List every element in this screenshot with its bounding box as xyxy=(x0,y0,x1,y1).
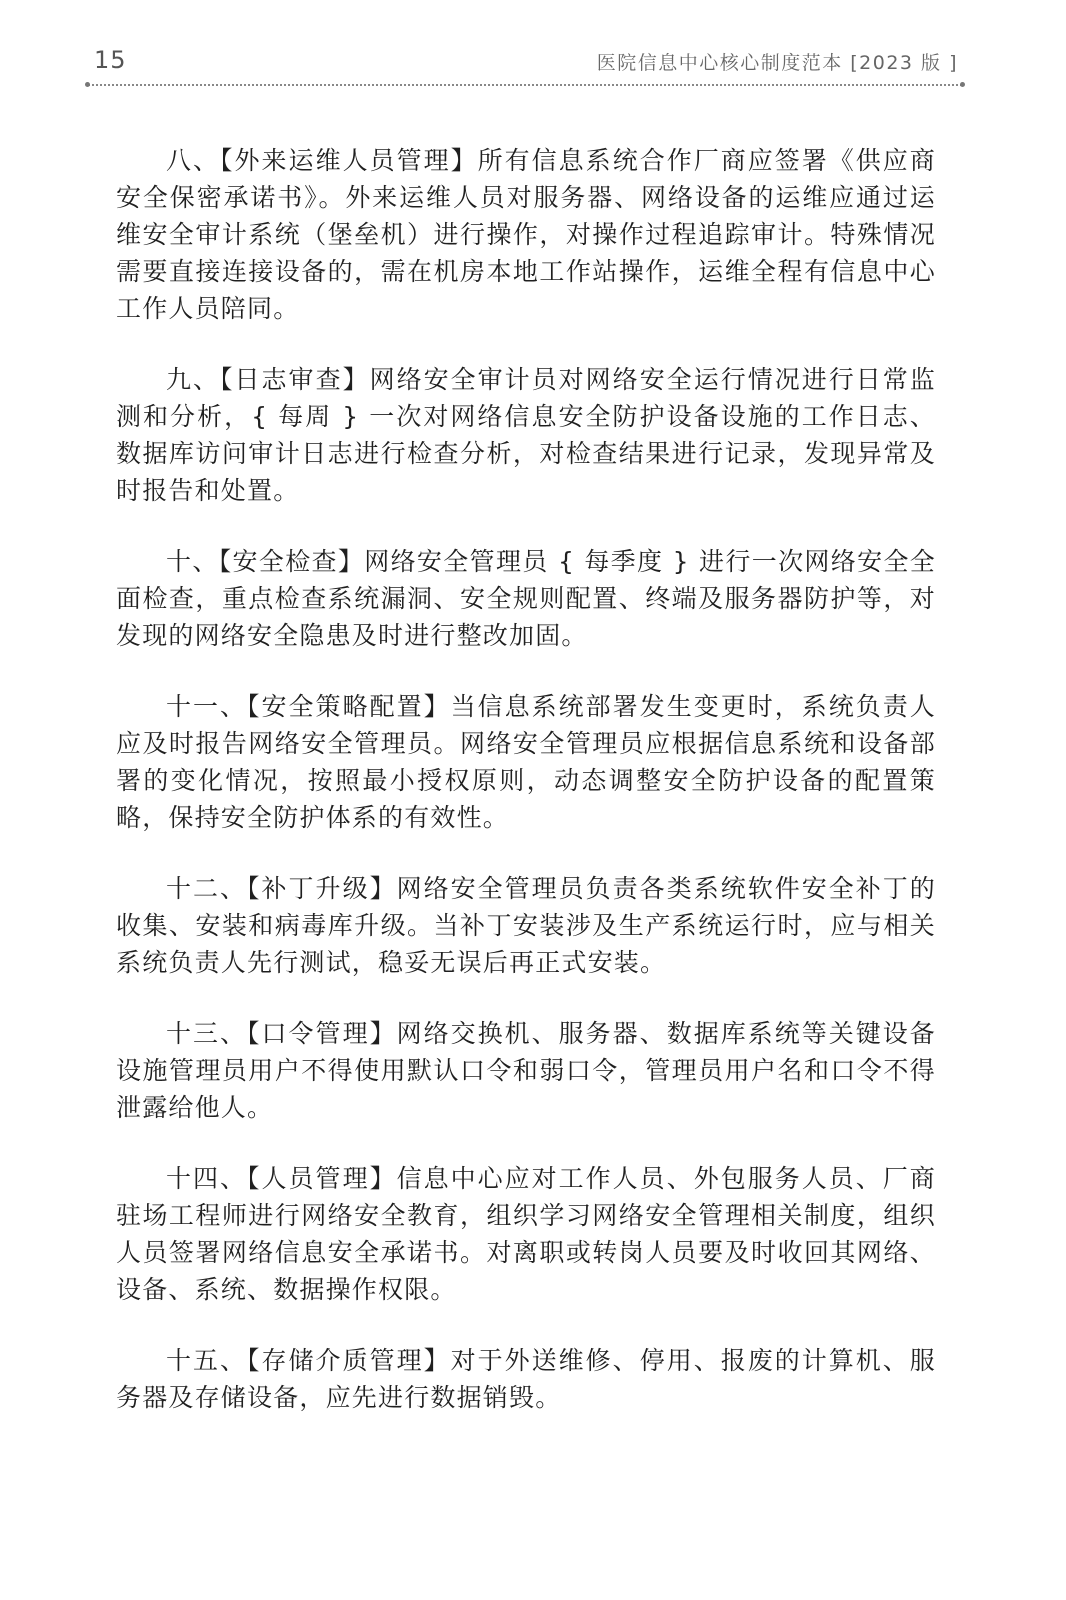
clause-heading: 【人员管理】 xyxy=(247,1164,397,1193)
clause-heading: 【日志审查】 xyxy=(220,365,370,394)
clause-heading: 【安全检查】 xyxy=(218,547,365,576)
clause-number: 十二、 xyxy=(166,874,248,903)
clause-text: 网络安全管理员 { 每季度 } 进行一次网络安全全面检查，重点检查系统漏洞、安全规则配置、终端及服务器防护等，对发现的网络安全隐患及时进行整改加固。 xyxy=(116,547,936,650)
clause-15 xyxy=(116,1342,936,1416)
page-number: 15 xyxy=(94,46,127,74)
clause-text: 网络安全管理员负责各类系统软件安全补丁的收集、安装和病毒库升级。当补丁安装涉及生产系统运行时，应与相关系统负责人先行测试，稳妥无误后再正式安装。 xyxy=(116,874,936,977)
clause-number: 十、 xyxy=(166,547,219,576)
clause-number: 十四、 xyxy=(166,1164,248,1193)
clause-heading: 【存储介质管理】 xyxy=(247,1346,451,1375)
clause-text: 网络安全审计员对网络安全运行情况进行日常监测和分析，{ 每周 } 一次对网络信息安全防护设备设施的工作日志、数据库访问审计日志进行检查分析，对检查结果进行记录，发现异常及时报告和处置。 xyxy=(116,365,937,505)
clause-heading: 【口令管理】 xyxy=(247,1019,397,1048)
clause-heading: 【外来运维人员管理】 xyxy=(220,146,478,175)
clause-14 xyxy=(116,1160,936,1308)
clause-9 xyxy=(116,361,936,509)
clause-number: 八、 xyxy=(166,146,221,175)
document-title: 医院信息中心核心制度范本 [2023 版 ] xyxy=(596,52,958,74)
clause-number: 九、 xyxy=(166,365,221,394)
clause-text: 网络交换机、服务器、数据库系统等关键设备设施管理员用户不得使用默认口令和弱口令，管理员用户名和口令不得泄露给他人。 xyxy=(116,1019,936,1122)
clause-text: 所有信息系统合作厂商应签署《供应商安全保密承诺书》。外来运维人员对服务器、网络设备的运维应通过运维安全审计系统（堡垒机）进行操作，对操作过程追踪审计。特殊情况需要直接连接设备的，需在机房本地工作站操作，运维全程有信息中心工作人员陪同。 xyxy=(116,146,936,323)
clause-heading: 【补丁升级】 xyxy=(247,874,397,903)
clause-number: 十一、 xyxy=(166,692,248,721)
clause-number: 十五、 xyxy=(166,1346,248,1375)
clause-12 xyxy=(116,870,936,981)
clause-text: 当信息系统部署发生变更时，系统负责人应及时报告网络安全管理员。网络安全管理员应根据信息系统和设备部署的变化情况，按照最小授权原则，动态调整安全防护设备的配置策略，保持安全防护体系的有效性。 xyxy=(116,692,936,832)
clause-13 xyxy=(116,1015,936,1126)
header-divider xyxy=(88,84,962,86)
clause-11 xyxy=(116,688,936,836)
clause-heading: 【安全策略配置】 xyxy=(247,692,451,721)
clause-number: 十三、 xyxy=(166,1019,248,1048)
clause-text: 信息中心应对工作人员、外包服务人员、厂商驻场工程师进行网络安全教育，组织学习网络安全管理相关制度，组织人员签署网络信息安全承诺书。对离职或转岗人员要及时收回其网络、设备、系统、数据操作权限。 xyxy=(116,1164,936,1304)
page-header xyxy=(94,40,958,84)
clause-10 xyxy=(116,543,936,654)
clause-text: 对于外送维修、停用、报废的计算机、服务器及存储设备，应先进行数据销毁。 xyxy=(116,1346,936,1412)
clause-8 xyxy=(116,142,936,327)
article-body xyxy=(116,142,936,1450)
